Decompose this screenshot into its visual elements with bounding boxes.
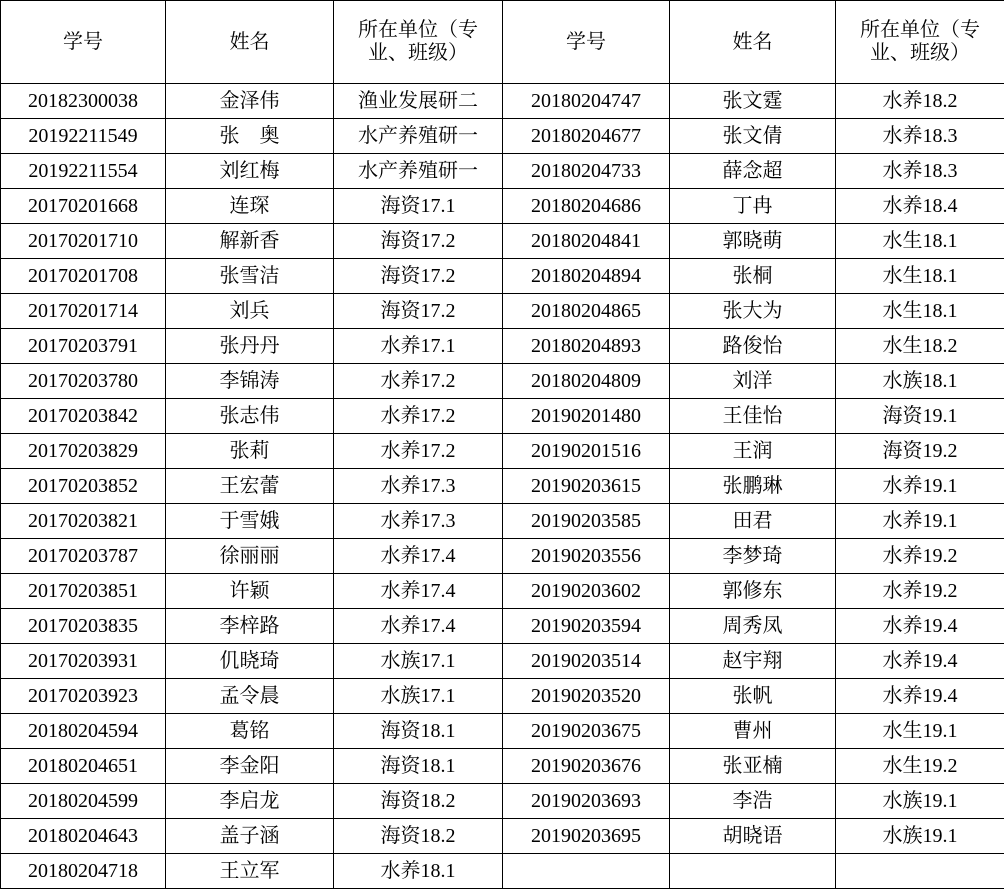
table-row [1,329,1004,364]
cell-unit: 水产养殖研一 [334,154,503,189]
cell-student-id: 20190203594 [503,609,670,644]
cell-name: 郭晓萌 [670,224,836,259]
cell-name: 李锦涛 [166,364,334,399]
cell-unit: 水产养殖研一 [334,119,503,154]
cell-unit: 水养19.4 [836,644,1004,679]
cell-name: 郭修东 [670,574,836,609]
cell-student-id: 20192211549 [1,119,166,154]
cell-name: 张志伟 [166,399,334,434]
cell-student-id: 20180204894 [503,259,670,294]
cell-student-id: 20170201668 [1,189,166,224]
table-row [1,189,1004,224]
cell-unit: 水养19.1 [836,469,1004,504]
cell-unit: 水养19.2 [836,574,1004,609]
cell-student-id: 20170203842 [1,399,166,434]
cell-student-id: 20170203821 [1,504,166,539]
cell-student-id: 20180204651 [1,749,166,784]
cell-name: 张大为 [670,294,836,329]
cell-student-id: 20192211554 [1,154,166,189]
cell-unit: 海资17.1 [334,189,503,224]
cell-unit: 水族17.1 [334,644,503,679]
cell-student-id: 20190203675 [503,714,670,749]
cell-name: 刘红梅 [166,154,334,189]
cell-empty [670,854,836,889]
cell-unit: 水养17.3 [334,469,503,504]
cell-student-id: 20182300038 [1,84,166,119]
cell-name: 仉晓琦 [166,644,334,679]
cell-empty [503,854,670,889]
cell-name: 刘洋 [670,364,836,399]
cell-unit: 水生18.1 [836,294,1004,329]
table-header-row [1,1,1004,84]
cell-name: 张帆 [670,679,836,714]
cell-name: 金泽伟 [166,84,334,119]
cell-unit: 海资18.1 [334,749,503,784]
cell-student-id: 20180204718 [1,854,166,889]
cell-unit: 水族19.1 [836,819,1004,854]
table-row [1,574,1004,609]
cell-unit: 水养17.2 [334,364,503,399]
cell-name: 孟令晨 [166,679,334,714]
table-row [1,679,1004,714]
cell-unit: 渔业发展研二 [334,84,503,119]
cell-unit: 水养19.4 [836,679,1004,714]
cell-name: 张文倩 [670,119,836,154]
cell-name: 王润 [670,434,836,469]
cell-student-id: 20180204594 [1,714,166,749]
cell-name: 赵宇翔 [670,644,836,679]
column-header-student-id-1: 学号 [1,1,166,84]
cell-name: 张丹丹 [166,329,334,364]
table-row [1,119,1004,154]
cell-name: 周秀凤 [670,609,836,644]
cell-name: 张莉 [166,434,334,469]
table-row [1,399,1004,434]
column-header-unit-1: 所在单位（专业、班级） [334,1,503,84]
cell-student-id: 20180204599 [1,784,166,819]
table-row [1,714,1004,749]
cell-name: 路俊怡 [670,329,836,364]
column-header-name-2: 姓名 [670,1,836,84]
cell-name: 张雪洁 [166,259,334,294]
cell-unit: 水养17.4 [334,609,503,644]
cell-student-id: 20190203695 [503,819,670,854]
cell-student-id: 20170201708 [1,259,166,294]
cell-name: 丁冉 [670,189,836,224]
table-row [1,469,1004,504]
cell-student-id: 20190203585 [503,504,670,539]
cell-name: 王佳怡 [670,399,836,434]
cell-unit: 水养19.2 [836,539,1004,574]
table-row [1,154,1004,189]
cell-student-id: 20170203835 [1,609,166,644]
cell-name: 许颖 [166,574,334,609]
cell-unit: 水族17.1 [334,679,503,714]
cell-student-id: 20180204893 [503,329,670,364]
cell-unit: 水养18.3 [836,154,1004,189]
cell-student-id: 20190201516 [503,434,670,469]
cell-student-id: 20180204677 [503,119,670,154]
cell-unit: 水养18.4 [836,189,1004,224]
cell-unit: 水养17.2 [334,434,503,469]
cell-unit: 水生18.1 [836,224,1004,259]
cell-name: 曹州 [670,714,836,749]
cell-empty [836,854,1004,889]
table-body [1,84,1004,889]
cell-student-id: 20170203851 [1,574,166,609]
cell-unit: 水养17.4 [334,539,503,574]
column-header-student-id-2: 学号 [503,1,670,84]
cell-unit: 水养19.1 [836,504,1004,539]
cell-name: 张亚楠 [670,749,836,784]
cell-student-id: 20190203693 [503,784,670,819]
cell-student-id: 20170203780 [1,364,166,399]
cell-unit: 水生18.1 [836,259,1004,294]
cell-student-id: 20170201714 [1,294,166,329]
cell-unit: 海资19.1 [836,399,1004,434]
cell-name: 王立军 [166,854,334,889]
cell-student-id: 20170203829 [1,434,166,469]
cell-unit: 海资18.2 [334,784,503,819]
cell-name: 薛念超 [670,154,836,189]
cell-unit: 水养18.1 [334,854,503,889]
cell-unit: 水养19.4 [836,609,1004,644]
cell-name: 张文霆 [670,84,836,119]
cell-student-id: 20170203931 [1,644,166,679]
cell-student-id: 20190203676 [503,749,670,784]
table-row [1,854,1004,889]
cell-unit: 水生18.2 [836,329,1004,364]
cell-student-id: 20180204686 [503,189,670,224]
cell-name: 解新香 [166,224,334,259]
cell-name: 王宏蕾 [166,469,334,504]
column-header-name-1: 姓名 [166,1,334,84]
cell-unit: 海资18.2 [334,819,503,854]
cell-student-id: 20170203791 [1,329,166,364]
cell-name: 葛铭 [166,714,334,749]
cell-student-id: 20190203602 [503,574,670,609]
cell-student-id: 20180204865 [503,294,670,329]
cell-name: 连琛 [166,189,334,224]
cell-unit: 水养17.3 [334,504,503,539]
cell-unit: 水养17.1 [334,329,503,364]
cell-name: 盖子涵 [166,819,334,854]
cell-name: 刘兵 [166,294,334,329]
cell-unit: 海资17.2 [334,294,503,329]
table-row [1,84,1004,119]
cell-unit: 海资17.2 [334,224,503,259]
cell-student-id: 20180204809 [503,364,670,399]
cell-name: 李启龙 [166,784,334,819]
cell-unit: 水生19.2 [836,749,1004,784]
cell-student-id: 20190203514 [503,644,670,679]
cell-unit: 水族19.1 [836,784,1004,819]
cell-name: 张鹏琳 [670,469,836,504]
cell-student-id: 20170203923 [1,679,166,714]
cell-unit: 水族18.1 [836,364,1004,399]
cell-student-id: 20190203615 [503,469,670,504]
cell-student-id: 20180204643 [1,819,166,854]
table-row [1,224,1004,259]
table-row [1,294,1004,329]
cell-name: 李浩 [670,784,836,819]
cell-name: 李梦琦 [670,539,836,574]
cell-unit: 水生19.1 [836,714,1004,749]
table-row [1,259,1004,294]
cell-student-id: 20180204747 [503,84,670,119]
cell-name: 张 奥 [166,119,334,154]
cell-unit: 水养18.3 [836,119,1004,154]
cell-name: 张桐 [670,259,836,294]
cell-student-id: 20190203520 [503,679,670,714]
cell-student-id: 20180204841 [503,224,670,259]
table-row [1,819,1004,854]
column-header-unit-2: 所在单位（专业、班级） [836,1,1004,84]
cell-student-id: 20190201480 [503,399,670,434]
cell-unit: 海资17.2 [334,259,503,294]
cell-student-id: 20190203556 [503,539,670,574]
table-row [1,364,1004,399]
cell-unit: 海资18.1 [334,714,503,749]
cell-unit: 水养18.2 [836,84,1004,119]
cell-student-id: 20170201710 [1,224,166,259]
cell-unit: 海资19.2 [836,434,1004,469]
cell-unit: 水养17.2 [334,399,503,434]
table-row [1,504,1004,539]
cell-name: 李金阳 [166,749,334,784]
cell-unit: 水养17.4 [334,574,503,609]
cell-name: 李梓路 [166,609,334,644]
table-row [1,644,1004,679]
table-row [1,784,1004,819]
cell-student-id: 20170203787 [1,539,166,574]
cell-student-id: 20170203852 [1,469,166,504]
table-header [1,1,1004,84]
cell-name: 田君 [670,504,836,539]
cell-name: 胡晓语 [670,819,836,854]
table-row [1,749,1004,784]
cell-name: 于雪娥 [166,504,334,539]
table-row [1,609,1004,644]
table-row [1,434,1004,469]
cell-student-id: 20180204733 [503,154,670,189]
table-row [1,539,1004,574]
cell-name: 徐丽丽 [166,539,334,574]
